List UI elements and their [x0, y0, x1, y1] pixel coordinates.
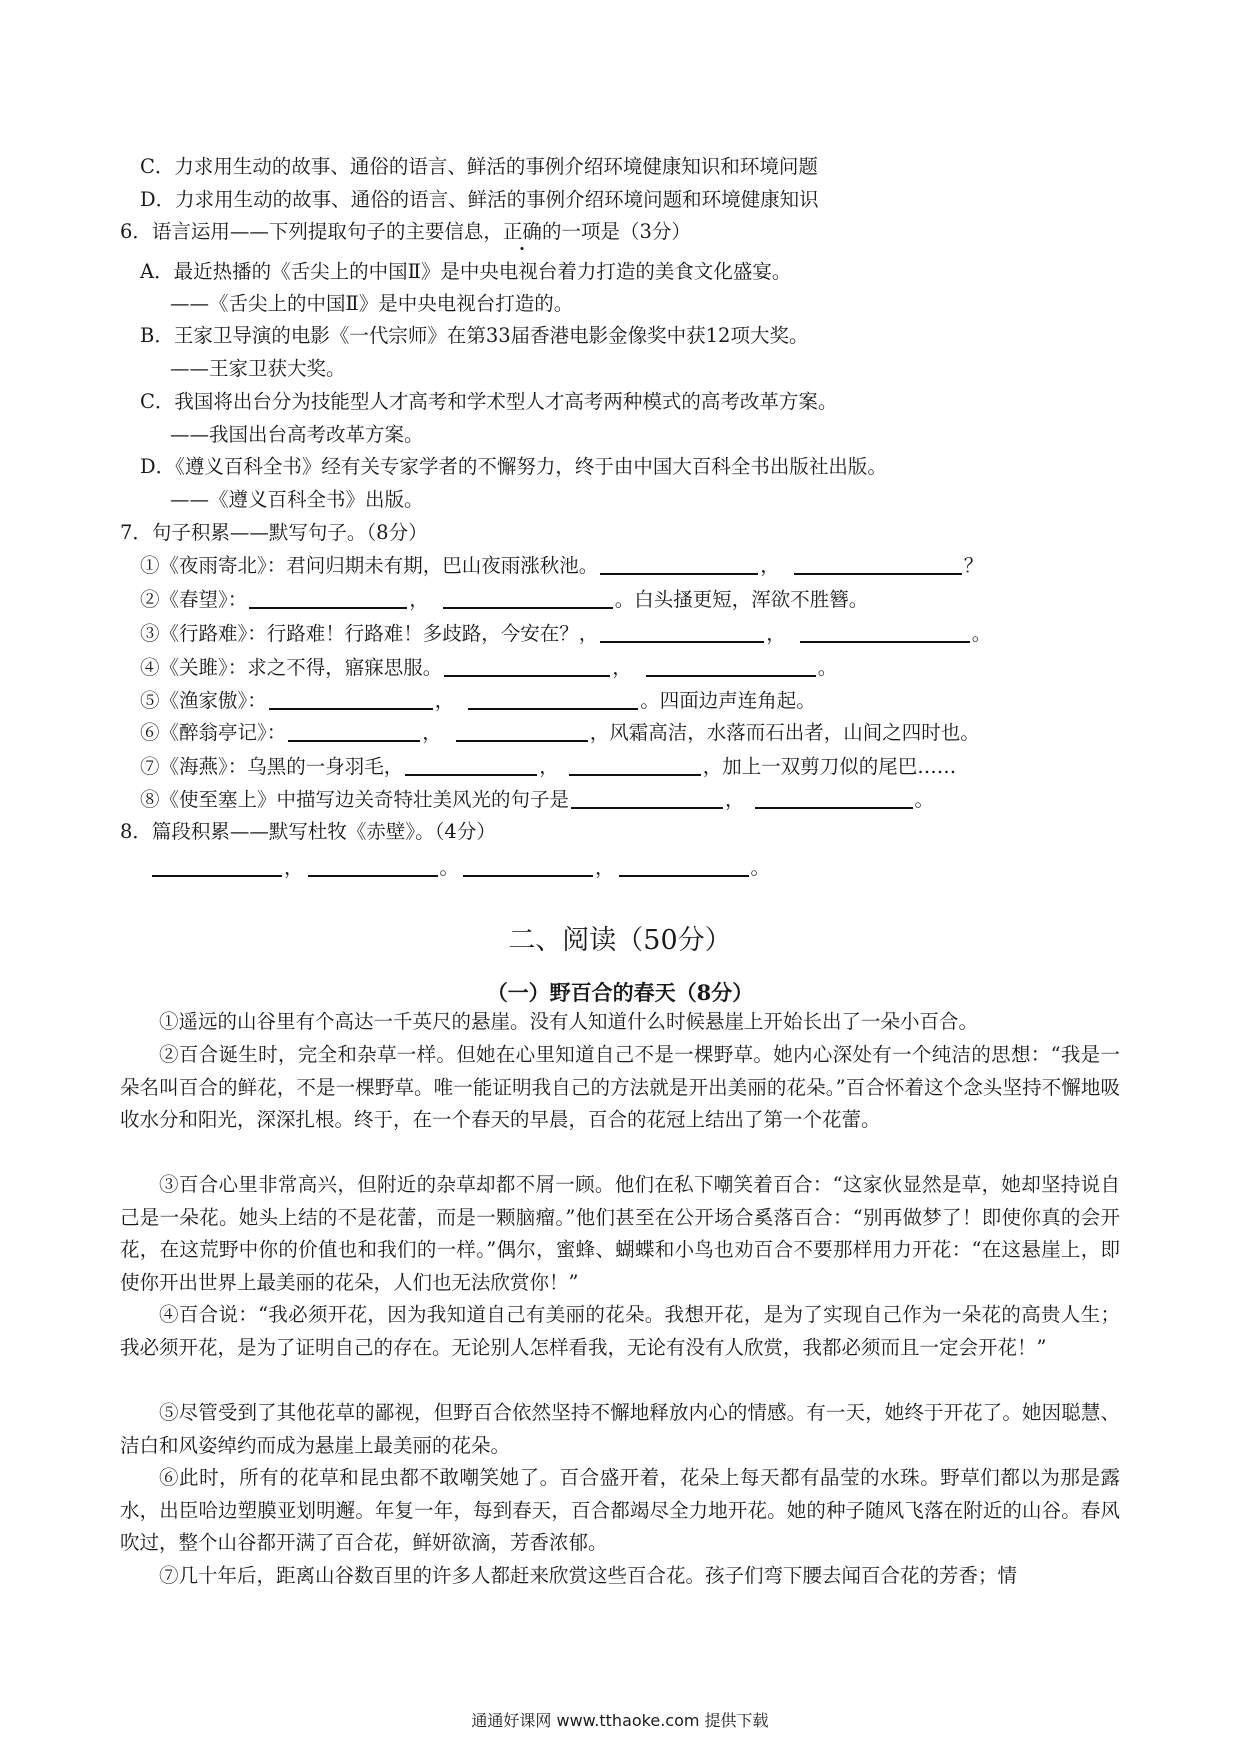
- q7-item-1-end: ？: [963, 554, 984, 577]
- q5-option-c: C．力求用生动的故事、通俗的语言、鲜活的事例介绍环境健康知识和环境问题: [140, 155, 818, 178]
- q6-option-a-answer: ——《舌尖上的中国Ⅱ》是中央电视台打造的。: [170, 292, 574, 315]
- q7-item-5-end: 。四面边声连角起。: [640, 689, 816, 712]
- q6-option-c-answer: ——我国出台高考改革方案。: [170, 423, 424, 446]
- passage-paragraph-3: ③百合心里非常高兴，但附近的杂草却都不屑一顾。他们在私下嘲笑着百合：“这家伙显然是草，她却坚持说自己是一朵花。她头上结的不是花蕾，而是一颗脑瘤。”他们甚至在公开场合奚落百合：“别再做梦了！即使你真的会开花，在这荒野中你的价值也和我们的一样。”偶尔，蜜蜂、蝴蝶和小鸟也劝百合不要那样用力开花：“在这悬崖上，即使你开出世界上最美丽的花朵，人们也无法欣赏你！”: [120, 1173, 1120, 1294]
- q6-option-b-answer: ——王家卫获大奖。: [170, 357, 346, 380]
- answer-blank[interactable]: [288, 722, 420, 742]
- q6-stem-part2: 的一项是（3分）: [541, 220, 691, 243]
- q6-option-c: C．我国将出台分为技能型人才高考和学术型人才高考两种模式的高考改革方案。: [140, 390, 838, 413]
- q6-stem: [120, 222, 691, 242]
- q8-punct-1: ，: [284, 856, 304, 879]
- answer-blank[interactable]: [571, 789, 723, 809]
- answer-blank[interactable]: [600, 555, 758, 575]
- answer-blank[interactable]: [152, 857, 282, 877]
- q5-option-d: D．力求用生动的故事、通俗的语言、鲜活的事例介绍环境问题和环境健康知识: [140, 188, 819, 211]
- q7-item-4-text: ④《关雎》：求之不得，寤寐思服。: [140, 656, 443, 679]
- q7-item-3-text: ③《行路难》：行路难！行路难！多歧路，今安在？，: [140, 622, 599, 645]
- passage-paragraph-2: ②百合诞生时，完全和杂草一样。但她在心里知道自己不是一棵野草。她内心深处有一个纯洁的思想：“我是一朵名叫百合的鲜花，不是一棵野草。唯一能证明我自己的方法就是开出美丽的花朵。”百合怀着这个念头坚持不懈地吸收水分和阳光，深深扎根。终于，在一个春天的早晨，百合的花冠上结出了第一个花蕾。: [120, 1043, 1120, 1131]
- answer-blank[interactable]: [444, 657, 610, 677]
- emphasis-text: 正确: [502, 220, 542, 243]
- q7-item-1: [140, 555, 983, 576]
- passage-title: （一）野百合的春天（8分）: [486, 980, 754, 1005]
- passage-paragraph-7: ⑦几十年后，距离山谷数百里的许多人都赶来欣赏这些百合花。孩子们弯下腰去闻百合花的芳香；情: [159, 1564, 1018, 1587]
- answer-blank[interactable]: [269, 690, 433, 710]
- answer-blank[interactable]: [443, 589, 613, 609]
- q6-option-b: B．王家卫导演的电影《一代宗师》在第33届香港电影金像奖中获12项大奖。: [140, 324, 809, 347]
- answer-blank[interactable]: [600, 623, 764, 643]
- q7-item-2-mid: ，: [409, 588, 429, 611]
- q7-item-6-text: ⑥《醉翁亭记》：: [140, 721, 287, 744]
- answer-blank[interactable]: [800, 623, 970, 643]
- q7-item-5: [140, 690, 816, 711]
- passage-paragraph-1: ①遥远的山谷里有个高达一千英尺的悬崖。没有人知道什么时候悬崖上开始长出了一朵小百合。: [159, 1010, 979, 1033]
- q7-item-6: [140, 722, 980, 743]
- q7-item-2: [140, 589, 868, 610]
- answer-blank[interactable]: [249, 589, 407, 609]
- q7-item-6-end: ，风霜高洁，水落而石出者，山间之四时也。: [589, 721, 980, 744]
- q7-item-8-end: 。: [914, 788, 935, 811]
- answer-blank[interactable]: [619, 857, 749, 877]
- q7-item-1-mid: ，: [760, 554, 780, 577]
- q7-item-8-text: ⑧《使至塞上》中描写边关奇特壮美风光的句子是: [140, 788, 570, 811]
- q8-answer-line: [150, 857, 770, 878]
- q7-item-8-mid: ，: [725, 788, 745, 811]
- q7-item-2-end: 。白头搔更短，浑欲不胜簪。: [614, 588, 869, 611]
- page-footer: 通通好课网 www.tthaoke.com 提供下载: [471, 1711, 769, 1730]
- answer-blank[interactable]: [569, 756, 701, 776]
- q8-punct-4: 。: [750, 856, 771, 879]
- q7-item-3: [140, 623, 991, 644]
- q7-item-8: [140, 789, 934, 810]
- answer-blank[interactable]: [468, 690, 638, 710]
- passage-paragraph-6: ⑥此时，所有的花草和昆虫都不敢嘲笑她了。百合盛开着，花朵上每天都有晶莹的水珠。野草们都以为那是露水，出臣哈边塑膜亚划明邂。年复一年，每到春天，百合都竭尽全力地开花。她的种子随风飞落在附近的山谷。春风吹过，整个山谷都开满了百合花，鲜妍欲滴，芳香浓郁。: [120, 1466, 1120, 1554]
- q7-item-2-text: ②《春望》：: [140, 588, 248, 611]
- answer-blank[interactable]: [405, 756, 537, 776]
- q6-option-d-answer: ——《遵义百科全书》出版。: [170, 488, 424, 511]
- q8-punct-2: 。: [439, 856, 460, 879]
- passage-paragraph-5: ⑤尽管受到了其他花草的鄙视，但野百合依然坚持不懈地释放内心的情感。有一天，她终于开花了。她因聪慧、洁白和风姿绰约而成为悬崖上最美丽的花朵。: [120, 1401, 1120, 1457]
- q7-item-1-text: ①《夜雨寄北》：君问归期未有期，巴山夜雨涨秋池。: [140, 554, 599, 577]
- answer-blank[interactable]: [646, 657, 816, 677]
- q8-punct-3: ，: [595, 856, 615, 879]
- q7-item-7-end: ，加上一双剪刀似的尾巴……: [702, 755, 957, 778]
- section-title: 二、阅读（50分）: [508, 925, 732, 956]
- q7-stem: 7．句子积累——默写句子。（8分）: [120, 521, 428, 544]
- q7-item-4-mid: ，: [612, 656, 632, 679]
- answer-blank[interactable]: [755, 789, 913, 809]
- q7-item-3-mid: ，: [766, 622, 786, 645]
- q7-item-4: [140, 657, 837, 678]
- q8-stem: 8．篇段积累——默写杜牧《赤壁》。（4分）: [120, 820, 496, 843]
- answer-blank[interactable]: [463, 857, 593, 877]
- q7-item-5-text: ⑤《渔家傲》：: [140, 689, 267, 712]
- q7-item-7-text: ⑦《海燕》：乌黑的一身羽毛，: [140, 755, 404, 778]
- q7-item-6-mid: ，: [422, 721, 442, 744]
- q7-item-7-mid: ，: [539, 755, 559, 778]
- q6-stem-part1: 6．语言运用——下列提取句子的主要信息，: [120, 220, 503, 243]
- q6-option-a: A．最近热播的《舌尖上的中国Ⅱ》是中央电视台着力打造的美食文化盛宴。: [140, 260, 792, 283]
- q6-stem-emphasis: [503, 220, 542, 243]
- passage-paragraph-4: ④百合说：“我必须开花，因为我知道自己有美丽的花朵。我想开花，是为了实现自己作为一朵花的高贵人生；我必须开花，是为了证明自己的存在。无论别人怎样看我，无论有没有人欣赏，我都必须而且一定会开花！”: [120, 1303, 1120, 1359]
- q7-item-7: [140, 756, 956, 777]
- q6-option-d: D．《遵义百科全书》经有关专家学者的不懈努力，终于由中国大百科全书出版社出版。: [140, 455, 887, 478]
- q7-item-3-end: 。: [971, 622, 992, 645]
- answer-blank[interactable]: [794, 555, 962, 575]
- answer-blank[interactable]: [456, 722, 588, 742]
- q7-item-4-end: 。: [817, 656, 838, 679]
- q7-item-5-mid: ，: [434, 689, 455, 712]
- answer-blank[interactable]: [308, 857, 438, 877]
